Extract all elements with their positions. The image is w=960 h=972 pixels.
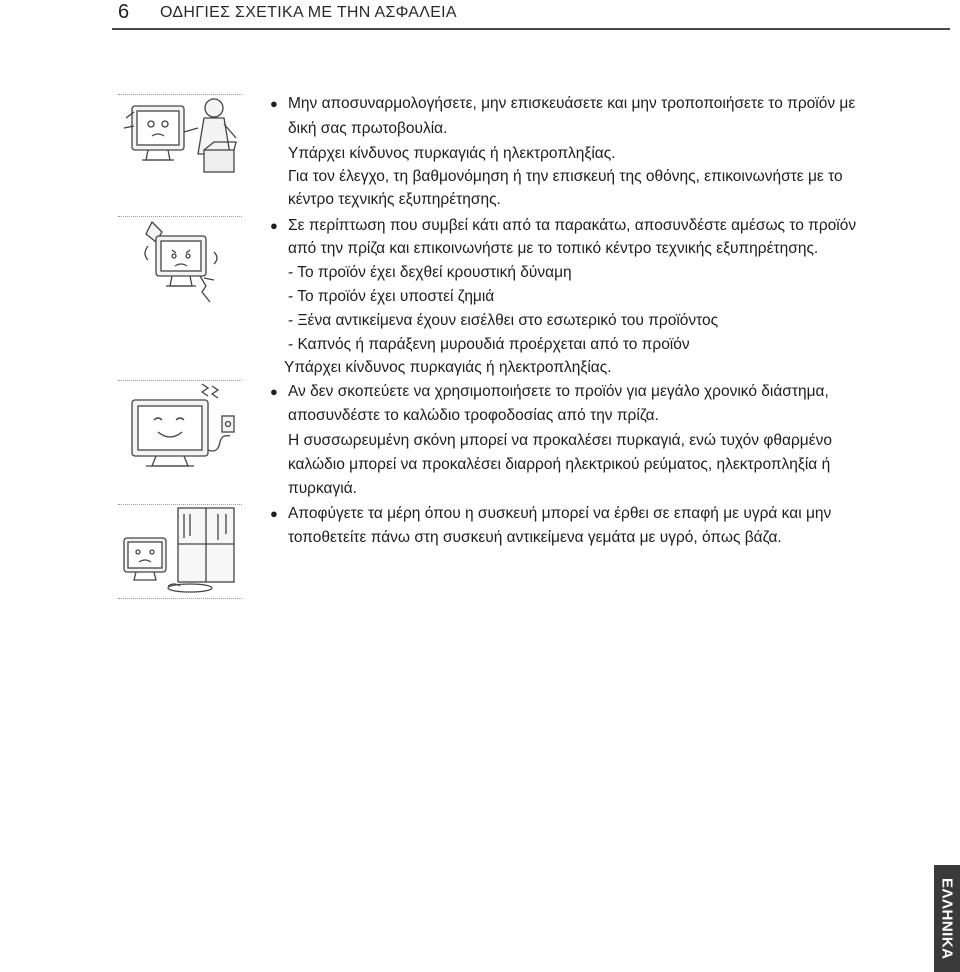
sub-list-item: - Ξένα αντικείμενα έχουν εισέλθει στο εσωτερικό του προϊόντος bbox=[288, 312, 719, 329]
dotted-divider bbox=[118, 598, 242, 599]
body-text-line: καλώδιο μπορεί να προκαλέσει διαρροή ηλεκτρικού ρεύματος, ηλεκτροπληξία ή bbox=[288, 456, 831, 473]
illustration-no-disassembly bbox=[118, 94, 242, 216]
body-text-line: πυρκαγιά. bbox=[288, 480, 357, 497]
body-text-line: Υπάρχει κίνδυνος πυρκαγιάς ή ηλεκτροπληξίας. bbox=[288, 145, 616, 162]
tv-repair-icon bbox=[118, 94, 242, 214]
body-text-line: τοποθετείτε πάνω στη συσκευή αντικείμενα γεμάτα με υγρό, όπως βάζα. bbox=[288, 529, 782, 546]
bullet-dot-icon: ● bbox=[270, 384, 278, 399]
page-header bbox=[0, 0, 960, 30]
illustration-unplug bbox=[118, 380, 242, 504]
page-title: ΟΔΗΓΙΕΣ ΣΧΕΤΙΚΑ ΜΕ ΤΗΝ ΑΣΦΑΛΕΙΑ bbox=[160, 4, 457, 21]
body-text-line: Αποφύγετε τα μέρη όπου η συσκευή μπορεί να έρθει σε επαφή με υγρά και μην bbox=[288, 505, 832, 522]
language-tab bbox=[934, 865, 960, 972]
body-text-line: Υπάρχει κίνδυνος πυρκαγιάς ή ηλεκτροπληξίας. bbox=[284, 359, 612, 376]
illustration-damage bbox=[118, 216, 242, 380]
body-text-line: Σε περίπτωση που συμβεί κάτι από τα παρακάτω, αποσυνδέστε αμέσως το προϊόν bbox=[288, 217, 857, 234]
body-text-line: αποσυνδέστε το καλώδιο τροφοδοσίας από την πρίζα. bbox=[288, 407, 659, 424]
sub-list-item: - Το προϊόν έχει υποστεί ζημιά bbox=[288, 288, 495, 305]
bullet-dot-icon: ● bbox=[270, 218, 278, 233]
body-text-line: από την πρίζα και επικοινωνήστε με το τοπικό κέντρο τεχνικής εξυπηρέτησης. bbox=[288, 240, 819, 257]
tv-damaged-icon bbox=[118, 216, 242, 376]
header-divider bbox=[112, 28, 950, 30]
body-text-line: κέντρο τεχνικής εξυπηρέτησης. bbox=[288, 191, 501, 208]
sub-list-item: - Το προϊόν έχει δεχθεί κρουστική δύναμη bbox=[288, 264, 572, 281]
language-tab-label: ΕΛΛΗΝΙΚΑ bbox=[938, 877, 956, 960]
body-text-line: Η συσσωρευμένη σκόνη μπορεί να προκαλέσει πυρκαγιά, ενώ τυχόν φθαρμένο bbox=[288, 432, 832, 449]
body-text-line: Αν δεν σκοπεύετε να χρησιμοποιήσετε το προϊόν για μεγάλο χρονικό διάστημα, bbox=[288, 383, 829, 400]
bullet-dot-icon: ● bbox=[270, 96, 278, 111]
body-text-line: δική σας πρωτοβουλία. bbox=[288, 120, 448, 137]
bullet-dot-icon: ● bbox=[270, 506, 278, 521]
illustration-liquids bbox=[118, 504, 242, 600]
page-number: 6 bbox=[118, 1, 130, 23]
body-text-line: Για τον έλεγχο, τη βαθμονόμηση ή την επισκευή της οθόνης, επικοινωνήστε με το bbox=[288, 168, 843, 185]
tv-unplugged-icon bbox=[118, 380, 242, 502]
body-text-line: Μην αποσυναρμολογήσετε, μην επισκευάσετε και μην τροποποιήσετε το προϊόν με bbox=[288, 95, 856, 112]
tv-water-icon bbox=[118, 504, 242, 596]
sub-list-item: - Καπνός ή παράξενη μυρουδιά προέρχεται από το προϊόν bbox=[288, 336, 690, 353]
